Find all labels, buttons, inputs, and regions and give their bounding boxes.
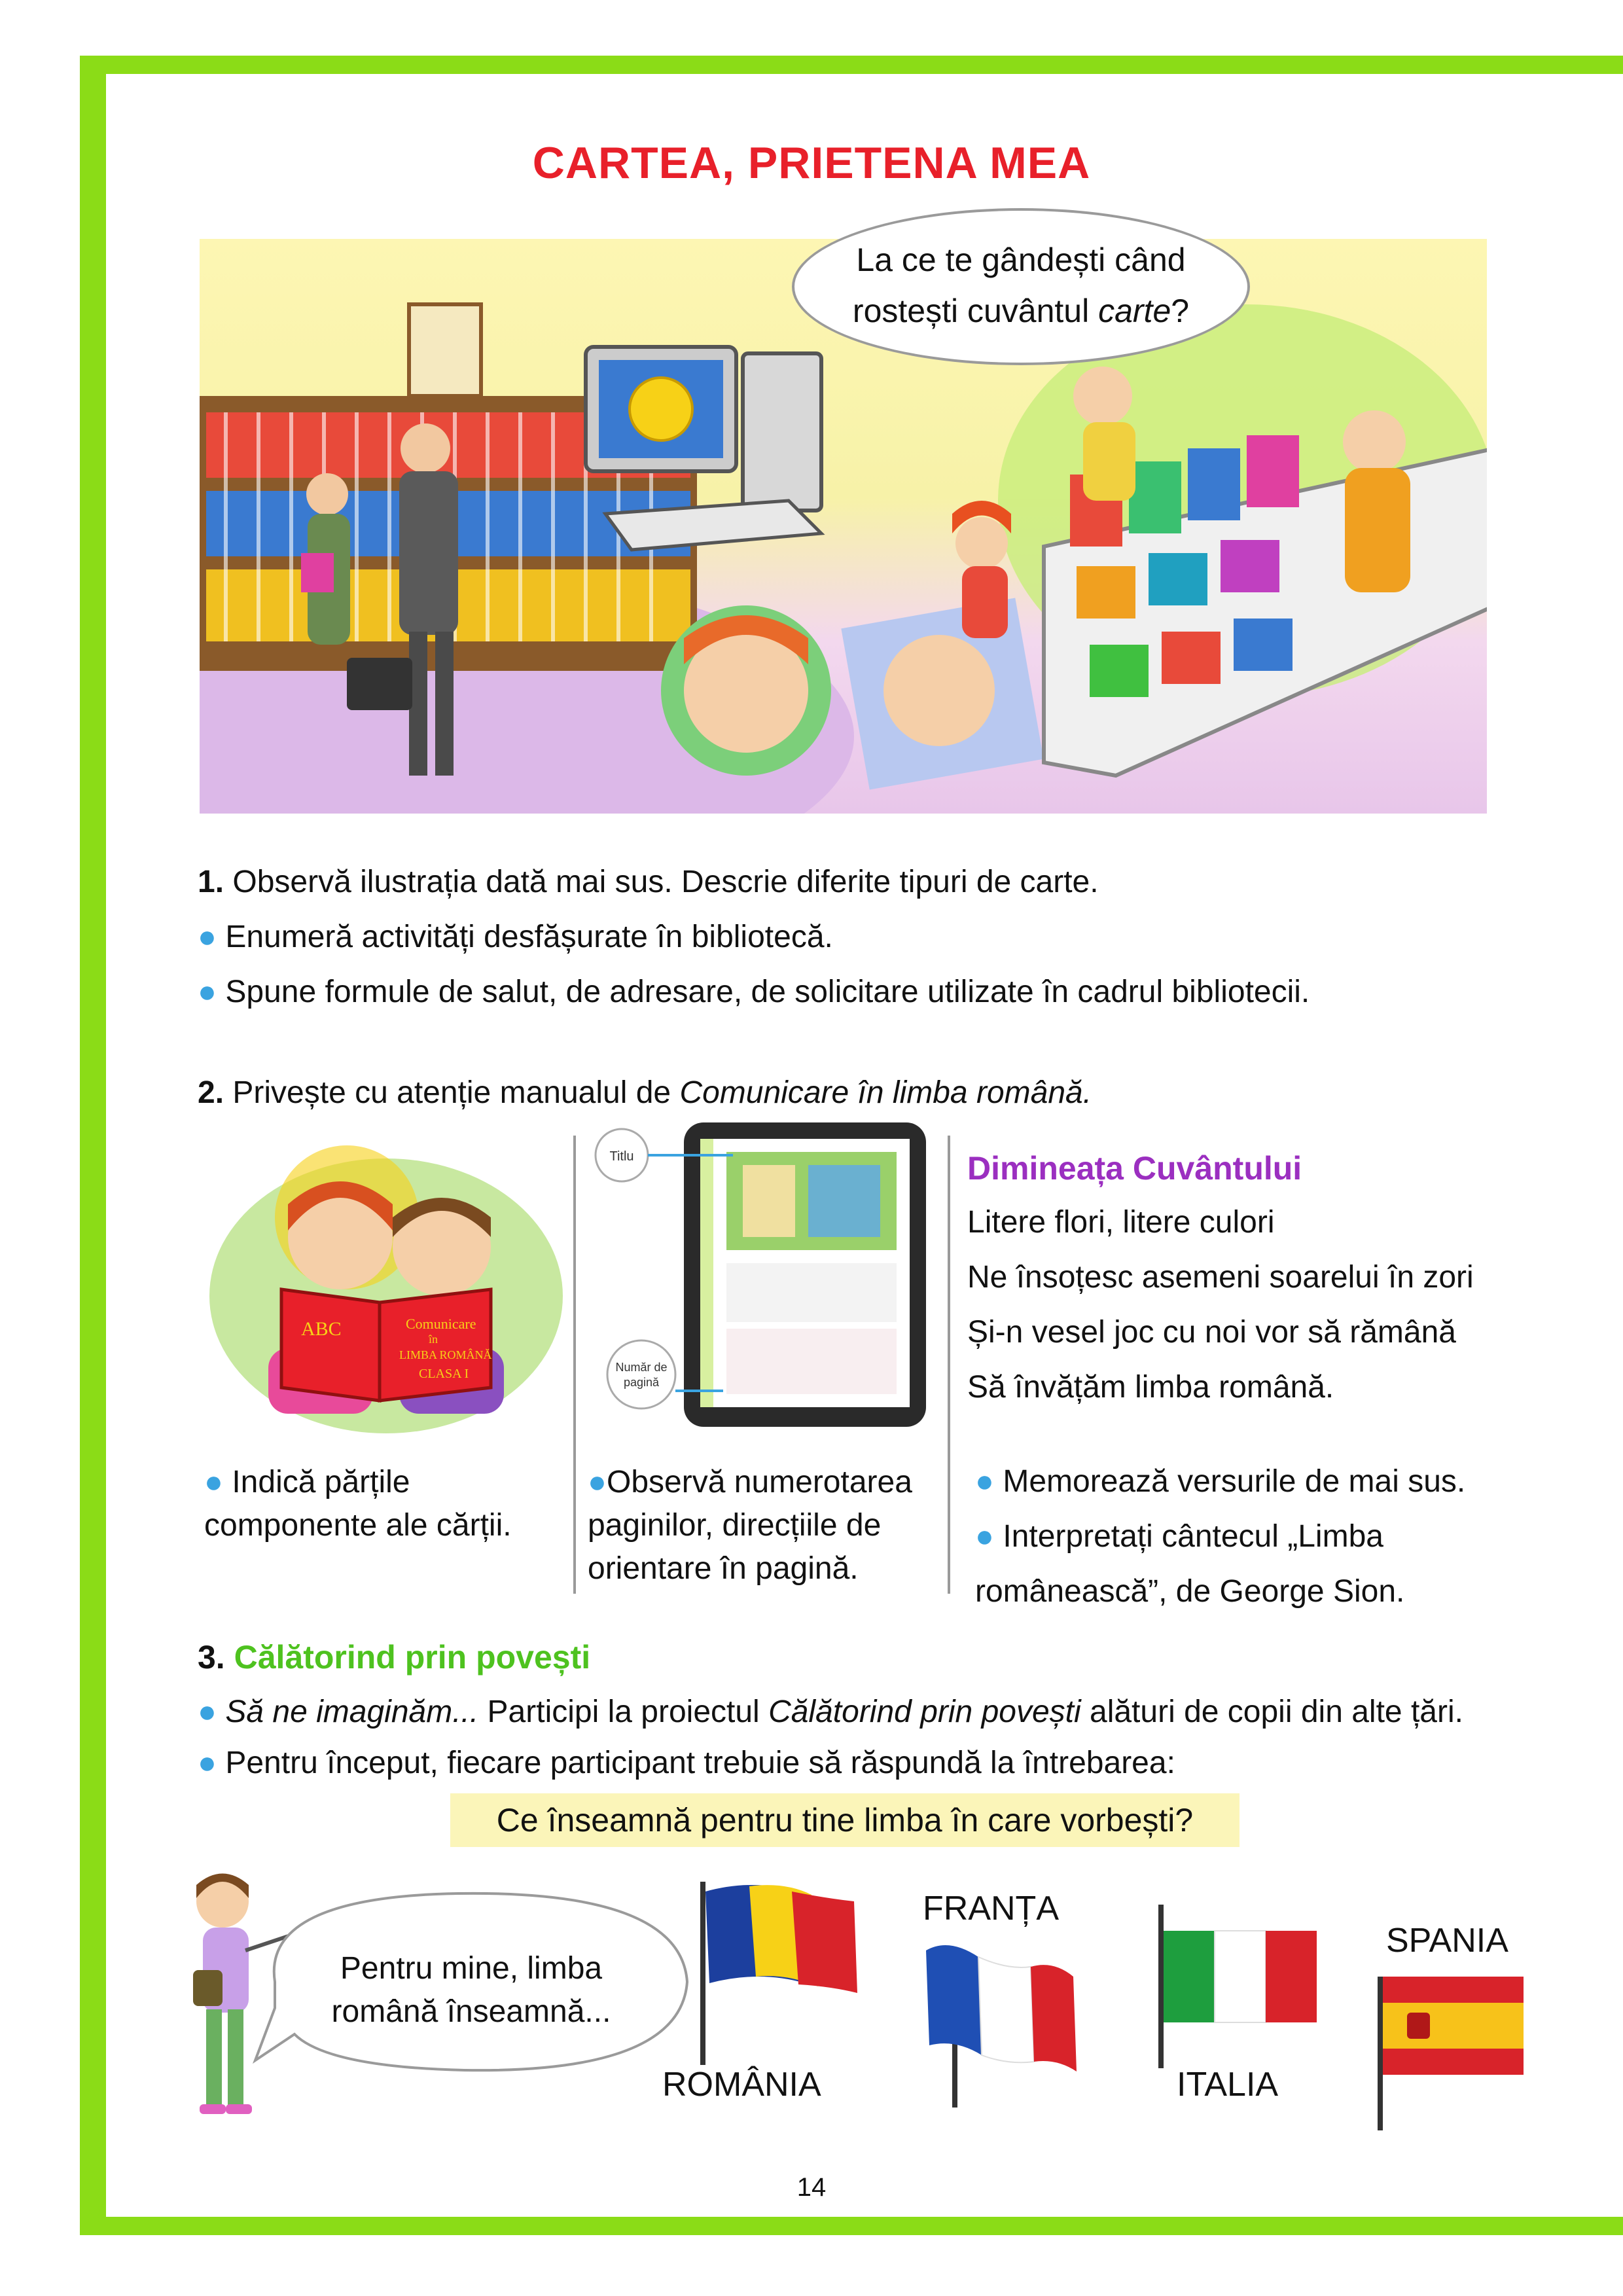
section3-bullet1-after: alături de copii din alte țări. (1080, 1695, 1463, 1729)
section1-instruction (198, 863, 1099, 902)
section2-text: Privește cu atenție manualul de (232, 1075, 680, 1110)
page-number: 14 (796, 2173, 827, 2202)
book-cover-abc: ABC (301, 1318, 342, 1340)
section3-heading-text: Călătorind prin povești (234, 1639, 591, 1676)
spain-flag (1368, 1964, 1538, 2134)
section3-bullet-2 (198, 1744, 1175, 1783)
poem-line-2: Ne însoțesc asemeni soarelui în zori (967, 1260, 1474, 1295)
column2-line2: paginilor, direcțiile de (588, 1508, 882, 1543)
speech-bubble-line1: La ce te gândești când (856, 242, 1186, 278)
section3-bullet1-italic: Să ne imaginăm... (225, 1695, 479, 1729)
tablet-page-number-label-2: pagină (623, 1376, 660, 1389)
girl-speech-line2: română înseamnă... (331, 1994, 611, 2029)
column2-line3: orientare în pagină. (588, 1551, 859, 1586)
column3-line1: Memorează versurile de mai sus. (1003, 1464, 1466, 1499)
column3-line2: Interpretați cântecul „Limba (1003, 1519, 1383, 1554)
section3-bullet-1 (198, 1693, 1463, 1732)
section1-bullet-2 (198, 973, 1310, 1012)
poem-line-3: Și-n vesel joc cu noi vor să rămână (967, 1315, 1456, 1350)
section3-bullet1-italic2: Călătorind prin povești (768, 1695, 1081, 1729)
section1-number: 1. (198, 865, 224, 899)
column1-line1: Indică părțile (232, 1465, 410, 1499)
spain-label: SPANIA (1386, 1922, 1508, 1960)
computer (586, 347, 821, 550)
column-divider-1 (573, 1136, 576, 1594)
book-cover-line1: Comunicare (406, 1316, 476, 1332)
bullet-icon: ● (975, 1464, 994, 1499)
poem-line-4: Să învățăm limba română. (967, 1370, 1334, 1405)
section1-bullet-text: Enumeră activități desfășurate în bibliotecă. (225, 920, 833, 954)
column-divider-2 (948, 1136, 950, 1594)
speech-bubble-italic: carte (1098, 293, 1171, 329)
book-cover-line4: CLASA I (419, 1367, 469, 1381)
section1-text: Observă ilustrația dată mai sus. Descrie diferite tipuri de carte. (232, 865, 1099, 899)
bullet-icon: ● (975, 1519, 994, 1554)
romania-flag (694, 1872, 864, 2068)
tablet-page-number-label-1: Număr de (615, 1361, 668, 1374)
children-reading-illustration (203, 1132, 569, 1440)
column3-line3: românească”, de George Sion. (975, 1574, 1405, 1609)
bullet-icon: ● (198, 920, 217, 954)
section2-text-italic: Comunicare în limba română. (679, 1075, 1092, 1110)
book-cover-line3: LIMBA ROMÂNĂ (399, 1348, 492, 1361)
question-box: Ce înseamnă pentru tine limba în care vorbești? (450, 1793, 1240, 1847)
section1-bullet-1 (198, 918, 833, 957)
section1-bullet-text: Spune formule de salut, de adresare, de solicitare utilizate în cadrul bibliotecii. (225, 975, 1310, 1009)
section2-number: 2. (198, 1075, 224, 1110)
tablet-title-label: Titlu (609, 1149, 634, 1164)
section2-instruction (198, 1073, 1092, 1113)
page-title: CARTEA, PRIETENA MEA (532, 138, 1091, 188)
column1-text (204, 1461, 571, 1547)
speech-bubble (792, 208, 1250, 365)
speech-bubble-text: rostești cuvântul (852, 293, 1099, 329)
column3-text (975, 1454, 1564, 1619)
bullet-icon: ● (198, 1695, 217, 1729)
poem-line-1: Litere flori, litere culori (967, 1205, 1275, 1240)
girl-speech-text (288, 1947, 654, 2034)
bullet-icon: ● (198, 1746, 217, 1780)
speech-bubble-line2 (794, 285, 1247, 336)
france-label: FRANȚA (923, 1890, 1059, 1928)
italy-flag (1145, 1905, 1329, 2075)
section3-bullet2-text: Pentru început, fiecare participant trebuie să răspundă la întrebarea: (225, 1746, 1175, 1780)
section3-heading (198, 1638, 590, 1677)
poem-title: Dimineața Cuvântului (967, 1150, 1302, 1187)
bullet-icon: ● (198, 975, 217, 1009)
france-flag (916, 1931, 1093, 2114)
column2-line1: Observă numerotarea (607, 1465, 912, 1499)
column1-line2: componente ale cărții. (204, 1508, 512, 1543)
italy-label: ITALIA (1177, 2066, 1279, 2104)
column2-text (588, 1461, 944, 1590)
bullet-icon: ● (204, 1465, 223, 1499)
romania-label: ROMÂNIA (662, 2066, 821, 2104)
tablet-illustration (592, 1113, 933, 1427)
book-cover-line2: în (429, 1333, 438, 1346)
girl-speech-line1: Pentru mine, limba (340, 1951, 603, 1986)
speech-bubble-question-mark: ? (1171, 293, 1190, 329)
section3-bullet1-text: Participi la proiectul (478, 1695, 769, 1729)
bullet-icon: ● (588, 1465, 607, 1499)
section3-number: 3. (198, 1639, 225, 1676)
